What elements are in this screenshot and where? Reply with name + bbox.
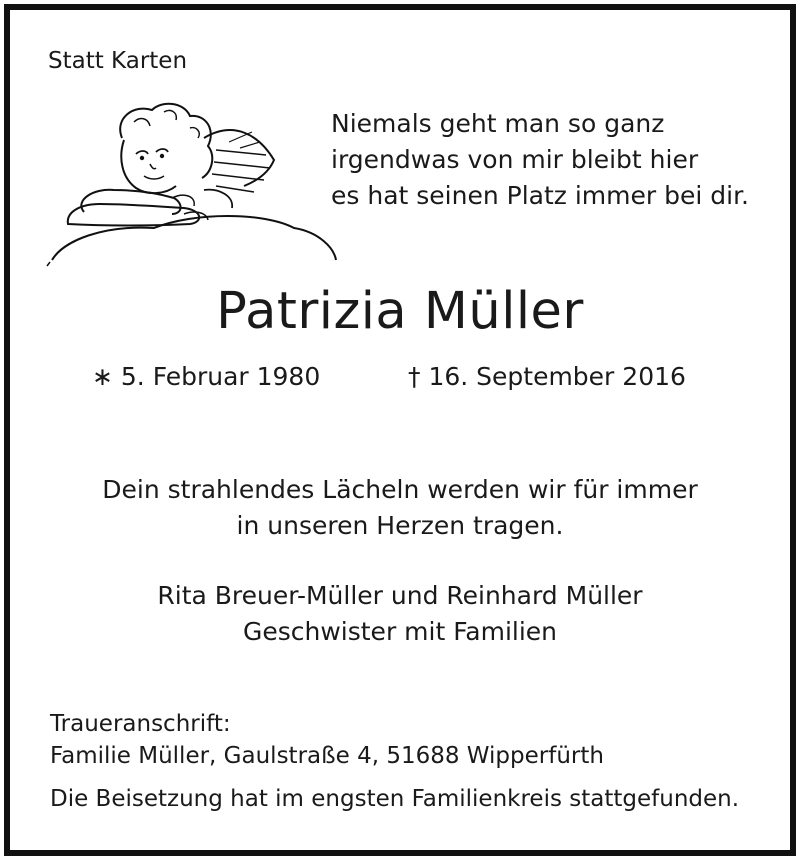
memorial-quote [0,472,800,544]
mourning-address [50,708,604,772]
family-line: Rita Breuer-Müller und Reinhard Müller [157,581,643,610]
funeral-note: Die Beisetzung hat im engsten Familienkreis stattgefunden. [50,786,740,812]
family-signature [0,578,800,650]
poem-line: Niemals geht man so ganz [331,109,665,138]
quote-line: in unseren Herzen tragen. [236,511,564,540]
family-line: Geschwister mit Familien [242,617,558,646]
poem-line: es hat seinen Platz immer bei dir. [331,181,749,210]
birth-date: ∗ 5. Februar 1980 [92,362,321,391]
address-line: Familie Müller, Gaulstraße 4, 51688 Wipperfürth [50,743,604,769]
address-label: Traueranschrift: [50,711,231,737]
statt-karten-label: Statt Karten [48,48,188,74]
quote-line: Dein strahlendes Lächeln werden wir für immer [102,475,698,504]
deceased-name: Patrizia Müller [216,282,584,341]
poem [331,106,749,214]
angel-icon [44,100,340,270]
death-date: † 16. September 2016 [408,362,686,391]
poem-line: irgendwas von mir bleibt hier [331,145,699,174]
